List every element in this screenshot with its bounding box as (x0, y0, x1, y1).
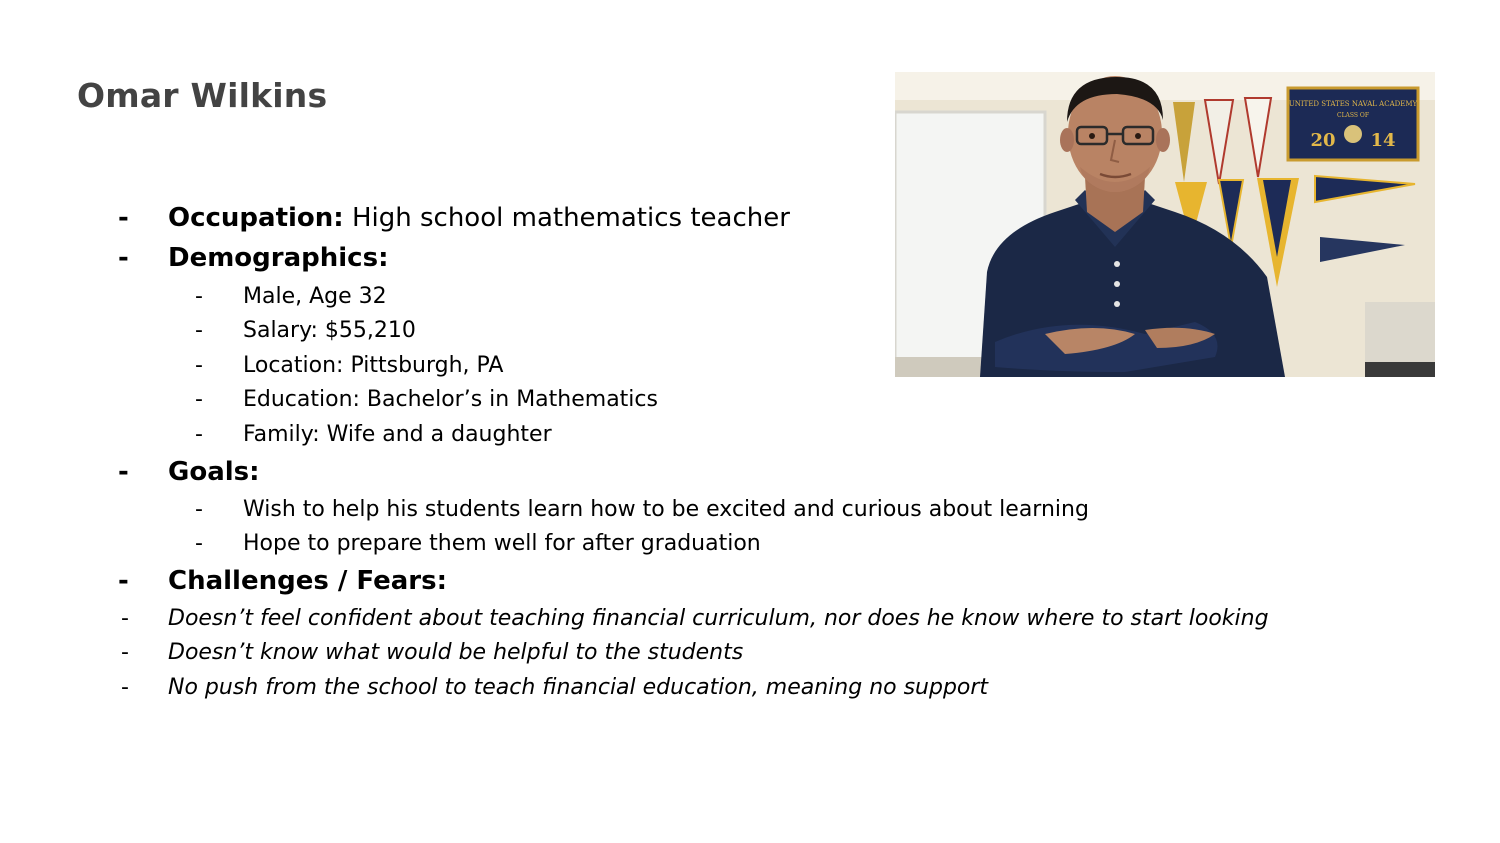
bullet-dash: - (118, 566, 129, 596)
challenge-text: Doesn’t feel confident about teaching financial curriculum, nor does he know where to start looking (168, 606, 1269, 631)
occupation-label: Occupation: (168, 203, 344, 233)
bullet-dash: - (121, 606, 129, 631)
banner-subtext: CLASS OF (1336, 112, 1370, 119)
bullet-dash: - (195, 497, 203, 522)
demographic-family: Family: Wife and a daughter (243, 422, 552, 447)
banner-year-left: 20 (1310, 130, 1336, 151)
demographics-label: Demographics: (168, 243, 389, 273)
bullet-dash: - (121, 675, 129, 700)
demographic-gender-age: Male, Age 32 (243, 284, 387, 309)
banner-year-right: 14 (1370, 130, 1396, 151)
challenges-label: Challenges / Fears: (168, 566, 448, 596)
banner-text: UNITED STATES NAVAL ACADEMY (1288, 100, 1418, 108)
challenge-text: No push from the school to teach financial education, meaning no support (168, 675, 989, 700)
challenge-text: Doesn’t know what would be helpful to the students (168, 640, 744, 665)
bullet-dash: - (195, 284, 203, 309)
persona-title: Omar Wilkins (77, 76, 328, 115)
occupation-value: High school mathematics teacher (343, 203, 790, 233)
bullet-dash: - (121, 640, 129, 665)
bullet-dash: - (195, 387, 203, 412)
bullet-dash: - (118, 457, 129, 487)
demographic-location: Location: Pittsburgh, PA (243, 353, 504, 378)
demographic-salary: Salary: $55,210 (243, 318, 416, 343)
goal-text: Hope to prepare them well for after graduation (243, 531, 761, 556)
bullet-dash: - (195, 353, 203, 378)
bullet-dash: - (195, 422, 203, 447)
demographic-education: Education: Bachelor’s in Mathematics (243, 387, 658, 412)
goals-label: Goals: (168, 457, 260, 487)
bullet-dash: - (195, 318, 203, 343)
bullet-dash: - (118, 203, 129, 233)
goal-text: Wish to help his students learn how to be excited and curious about learning (243, 497, 1089, 522)
bullet-dash: - (195, 531, 203, 556)
bullet-dash: - (118, 243, 129, 273)
academy-banner (1288, 88, 1418, 160)
teacher-portrait-photo (895, 72, 1435, 377)
